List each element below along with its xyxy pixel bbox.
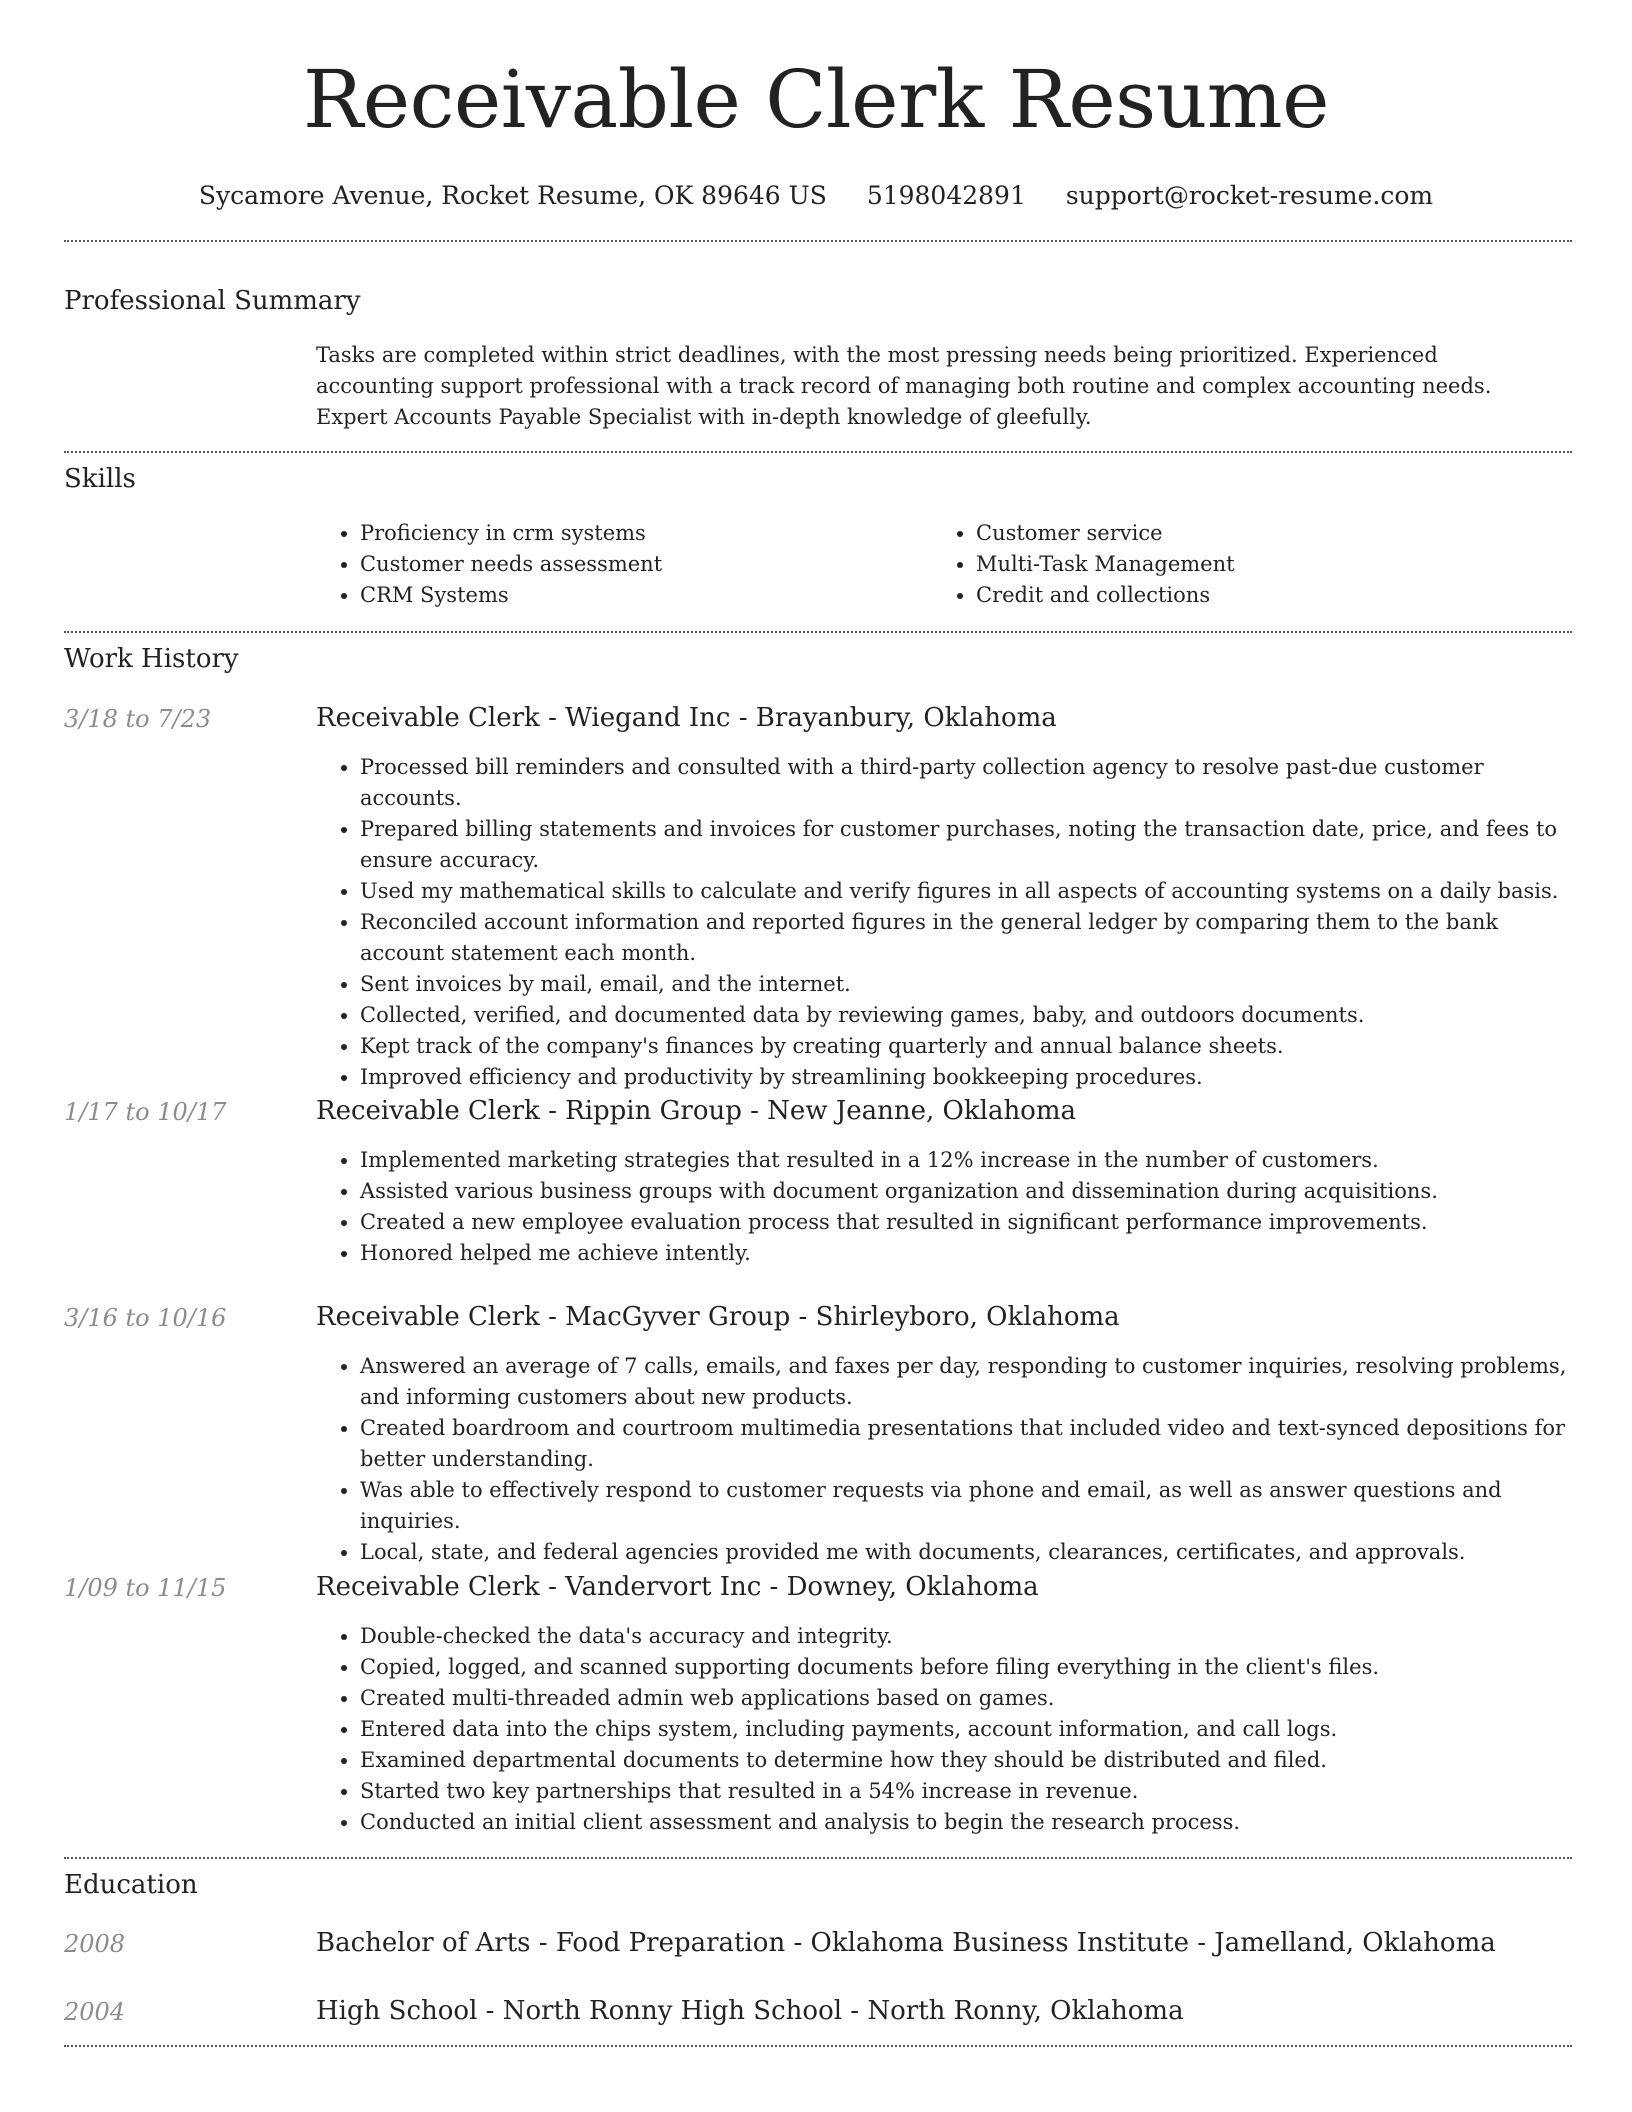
job-bullet: • Double-checked the data's accuracy and integrity.: [360, 1621, 1578, 1652]
contact-email: support@rocket-resume.com: [1065, 181, 1434, 210]
job-bullet: • Processed bill reminders and consulted with a third-party collection agency to resolve past-due customer accounts.: [360, 752, 1578, 814]
resume-title: Receivable Clerk Resume: [303, 53, 1329, 146]
summary-text: Tasks are completed within strict deadlines, with the most pressing needs being prioritized. Experienced accounting support professional with a track record of managing both routine and complex accounting needs. Expert Accounts Payable Specialist with in-depth knowledge of gleefully.: [316, 343, 1492, 429]
job-bullet: • Collected, verified, and documented data by reviewing games, baby, and outdoors documents.: [360, 1000, 1578, 1031]
job-dates: 1/09 to 11/15: [64, 1574, 227, 1602]
skills-heading: Skills: [64, 464, 136, 494]
job-bullet: • Entered data into the chips system, including payments, account information, and call logs.: [360, 1714, 1578, 1745]
skill-item: • Proficiency in crm systems: [360, 518, 876, 549]
job-dates: 3/16 to 10/16: [64, 1304, 227, 1332]
summary-heading: Professional Summary: [64, 286, 361, 316]
job-bullet: • Assisted various business groups with document organization and dissemination during acquisitions.: [360, 1176, 1578, 1207]
contact-address: Sycamore Avenue, Rocket Resume, OK 89646 US: [198, 181, 827, 210]
skill-item: • Customer needs assessment: [360, 549, 876, 580]
skills-left-column: [316, 518, 876, 611]
job-dates: 3/18 to 7/23: [64, 705, 212, 733]
job-title: Receivable Clerk - Rippin Group - New Jeanne, Oklahoma: [316, 1096, 1076, 1126]
job-bullet: • Started two key partnerships that resulted in a 54% increase in revenue.: [360, 1776, 1578, 1807]
education-entry: Bachelor of Arts - Food Preparation - Oklahoma Business Institute - Jamelland, Oklahoma: [316, 1928, 1496, 1958]
divider: [64, 631, 1572, 633]
job-bullet: • Prepared billing statements and invoices for customer purchases, noting the transaction date, price, and fees to ensure accuracy.: [360, 814, 1578, 876]
education-heading: Education: [64, 1870, 198, 1900]
job-bullet: • Examined departmental documents to determine how they should be distributed and filed.: [360, 1745, 1578, 1776]
job-bullet: • Copied, logged, and scanned supporting documents before filing everything in the client's files.: [360, 1652, 1578, 1683]
job-bullet: • Implemented marketing strategies that resulted in a 12% increase in the number of customers.: [360, 1145, 1578, 1176]
job-title: Receivable Clerk - Wiegand Inc - Brayanbury, Oklahoma: [316, 703, 1057, 733]
education-entry: High School - North Ronny High School - North Ronny, Oklahoma: [316, 1996, 1184, 2026]
job-title: Receivable Clerk - MacGyver Group - Shirleyboro, Oklahoma: [316, 1302, 1120, 1332]
job-title: Receivable Clerk - Vandervort Inc - Downey, Oklahoma: [316, 1572, 1039, 1602]
job-bullet: • Created a new employee evaluation process that resulted in significant performance improvements.: [360, 1207, 1578, 1238]
job-bullet: • Honored helped me achieve intently.: [360, 1238, 1578, 1269]
skills-right-column: [932, 518, 1492, 611]
job-bullets: [316, 1351, 1578, 1568]
job-bullets: [316, 752, 1578, 1093]
job-bullet: • Answered an average of 7 calls, emails, and faxes per day, responding to customer inquiries, resolving problems, and informing customers about new products.: [360, 1351, 1578, 1413]
skill-item: • Credit and collections: [976, 580, 1492, 611]
job-bullet: • Reconciled account information and reported figures in the general ledger by comparing them to the bank account statement each month.: [360, 907, 1578, 969]
job-bullet: • Improved efficiency and productivity by streamlining bookkeeping procedures.: [360, 1062, 1578, 1093]
skill-item: • CRM Systems: [360, 580, 876, 611]
contact-line: [0, 180, 1632, 212]
job-bullet: • Was able to effectively respond to customer requests via phone and email, as well as answer questions and inquiries.: [360, 1475, 1578, 1537]
work-heading: Work History: [64, 644, 239, 674]
divider: [64, 2045, 1572, 2047]
skill-item: • Customer service: [976, 518, 1492, 549]
job-bullets: [316, 1621, 1578, 1838]
job-bullet: • Created boardroom and courtroom multimedia presentations that included video and text-synced depositions for better understanding.: [360, 1413, 1578, 1475]
education-year: 2004: [64, 1998, 126, 2026]
job-bullet: • Created multi-threaded admin web applications based on games.: [360, 1683, 1578, 1714]
job-bullets: [316, 1145, 1578, 1269]
divider: [64, 451, 1572, 453]
job-bullet: • Used my mathematical skills to calculate and verify figures in all aspects of accounting systems on a daily basis.: [360, 876, 1578, 907]
job-bullet: • Conducted an initial client assessment and analysis to begin the research process.: [360, 1807, 1578, 1838]
education-year: 2008: [64, 1930, 126, 1958]
job-dates: 1/17 to 10/17: [64, 1098, 227, 1126]
divider: [64, 1857, 1572, 1859]
job-bullet: • Sent invoices by mail, email, and the internet.: [360, 969, 1578, 1000]
divider: [64, 240, 1572, 242]
skill-item: • Multi-Task Management: [976, 549, 1492, 580]
job-bullet: • Local, state, and federal agencies provided me with documents, clearances, certificates, and approvals.: [360, 1537, 1578, 1568]
job-bullet: • Kept track of the company's finances by creating quarterly and annual balance sheets.: [360, 1031, 1578, 1062]
contact-phone: 5198042891: [866, 181, 1026, 210]
